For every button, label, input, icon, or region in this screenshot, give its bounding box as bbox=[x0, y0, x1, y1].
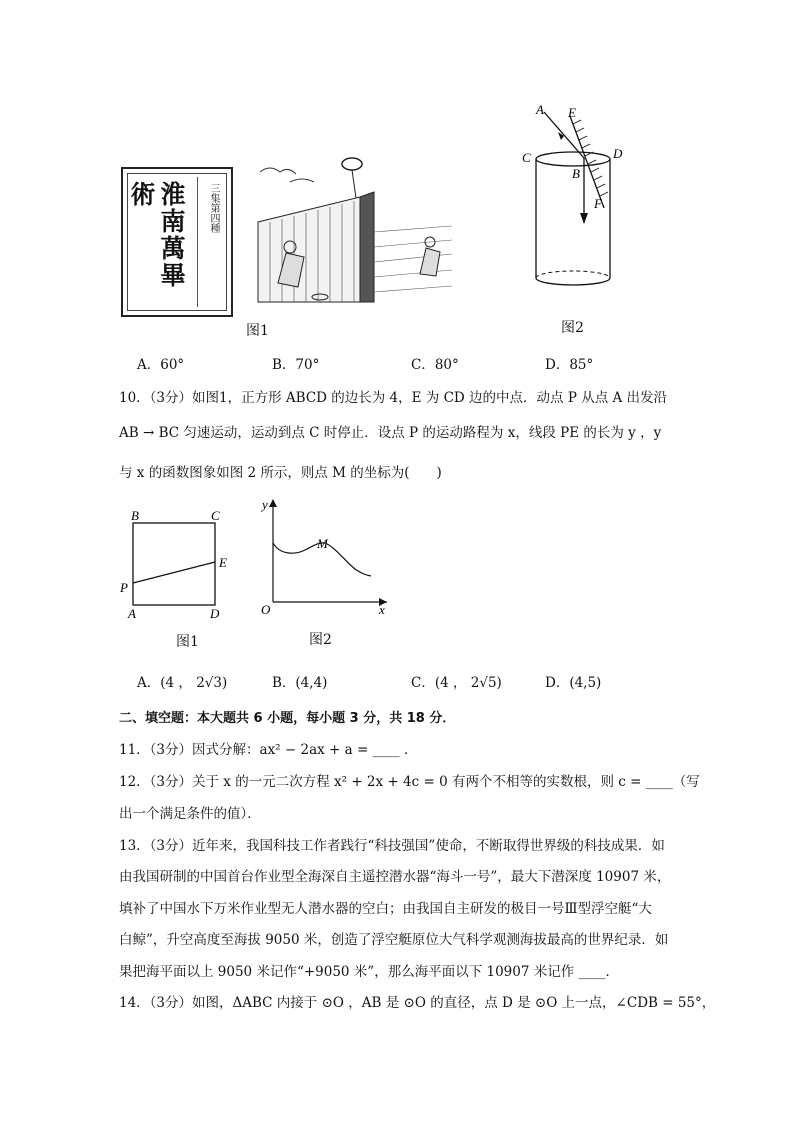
graph-label-M: M bbox=[317, 536, 328, 551]
q10-choice-b: B．(4,4) bbox=[272, 675, 328, 691]
label-A: A bbox=[536, 102, 544, 117]
graph-label-y: y bbox=[262, 497, 268, 512]
label-C: C bbox=[522, 150, 531, 165]
label-F: F bbox=[594, 196, 602, 211]
q10-choice-a: A．(4 ， 2√3) bbox=[137, 675, 228, 691]
q12-line-1: 12．（3分）关于 x 的一元二次方程 x² + 2x + 4c = 0 有两个不相等的实数根，则 c = ____（写 bbox=[119, 774, 700, 790]
q9-choice-c: C．80° bbox=[411, 357, 459, 373]
label-D: D bbox=[613, 146, 623, 161]
q13-line-1: 13．（3分）近年来，我国科技工作者践行“科技强国”使命，不断取得世界级的科技成果．如 bbox=[119, 838, 665, 854]
q10-figure-2-graph bbox=[255, 495, 390, 620]
figure-2-caption: 图2 bbox=[561, 320, 584, 336]
q13-line-2: 由我国研制的中国首台作业型全海深自主遥控潜水器“海斗一号”，最大下潜深度 10907 米， bbox=[119, 869, 671, 885]
figure-2-cylinder-diagram bbox=[518, 98, 638, 304]
figure-1-illustration bbox=[250, 152, 452, 308]
q10-line-3: 与 x 的函数图象如图 2 所示，则点 M 的坐标为( ) bbox=[119, 465, 442, 481]
q10-choice-c: C．(4 ， 2√5) bbox=[411, 675, 502, 691]
q12-line-2: 出一个满足条件的值）． bbox=[119, 806, 261, 822]
q13-line-4: 白鲸”，升空高度至海拔 9050 米，创造了浮空艇原位大气科学观测海拔最高的世界纪录．如 bbox=[119, 932, 669, 948]
q11-text: 11．（3分）因式分解：ax² − 2ax + a = ____ ． bbox=[119, 742, 418, 758]
q10-figure-1-caption: 图1 bbox=[176, 634, 199, 650]
label-E: E bbox=[568, 105, 576, 120]
square-label-A: A bbox=[128, 606, 136, 621]
q13-line-3: 填补了中国水下万米作业型无人潜水器的空白；由我国自主研发的极目一号Ⅲ型浮空艇“大 bbox=[119, 901, 652, 917]
q10-line-2: AB → BC 匀速运动，运动到点 C 时停止．设点 P 的运动路程为 x，线段 PE 的长为 y ，y bbox=[119, 425, 662, 441]
graph-label-x: x bbox=[379, 602, 385, 617]
book-subtitle: 三集第四種 bbox=[208, 183, 219, 233]
q9-choice-a: A．60° bbox=[137, 357, 185, 373]
figure-1-caption: 图1 bbox=[246, 323, 269, 339]
square-label-E: E bbox=[219, 555, 227, 570]
q9-choice-b: B．70° bbox=[272, 357, 320, 373]
q10-figure-2-caption: 图2 bbox=[309, 632, 332, 648]
q9-choice-d: D．85° bbox=[545, 357, 594, 373]
label-B: B bbox=[572, 166, 580, 181]
square-label-D: D bbox=[210, 606, 220, 621]
graph-label-O: O bbox=[261, 602, 271, 617]
square-label-P: P bbox=[120, 580, 128, 595]
q10-choice-d: D．(4,5) bbox=[545, 675, 602, 691]
q14-line-1: 14．（3分）如图，ΔABC 内接于 ⊙O ，AB 是 ⊙O 的直径，点 D 是 ⊙O 上一点，∠CDB = 55°， bbox=[119, 995, 716, 1011]
q10-figure-1-square bbox=[115, 505, 240, 625]
section-2-heading: 二、填空题：本大题共 6 小题，每小题 3 分，共 18 分． bbox=[119, 711, 456, 726]
book-title: 淮南萬畢術 bbox=[127, 181, 186, 289]
square-label-C: C bbox=[211, 508, 220, 523]
square-label-B: B bbox=[131, 508, 139, 523]
q13-line-5: 果把海平面以上 9050 米记作“+9050 米”，那么海平面以下 10907 米记作 ____． bbox=[119, 964, 620, 980]
figure-1-book-cover bbox=[121, 167, 233, 317]
q10-line-1: 10．（3分）如图1，正方形 ABCD 的边长为 4，E 为 CD 边的中点．动点 P 从点 A 出发沿 bbox=[119, 390, 668, 406]
